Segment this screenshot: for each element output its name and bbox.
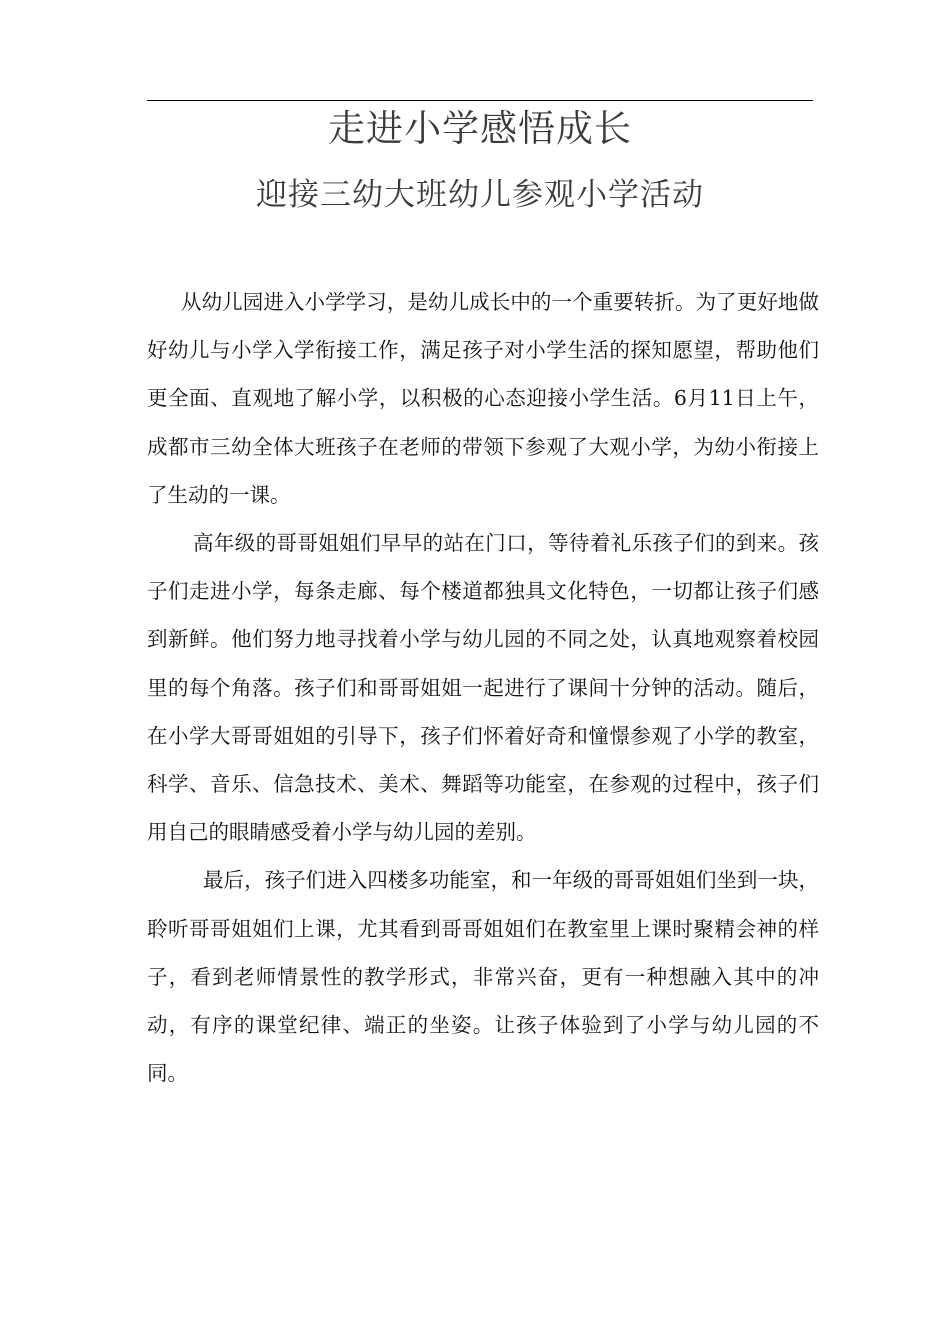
paragraph-2: 高年级的哥哥姐姐们早早的站在门口，等待着礼乐孩子们的到来。孩子们走进小学，每条走廊、每个楼道都独具文化特色，一切都让孩子们感到新鲜。他们努力地寻找着小学与幼儿园的不同之处，认真地观察着校园里的每个角落。孩子们和哥哥姐姐一起进行了课间十分钟的活动。随后，在小学大哥哥姐姐的引导下，孩子们怀着好奇和憧憬参观了小学的教室，科学、音乐、信急技术、美术、舞蹈等功能室，在参观的过程中，孩子们用自己的眼睛感受着小学与幼儿园的差别。	[147, 531, 819, 845]
paragraph-1: 从幼儿园进入小学学习，是幼儿成长中的一个重要转折。为了更好地做好幼儿与小学入学衔接工作，满足孩子对小学生活的探知愿望，帮助他们更全面、直观地了解小学，以积极的心态迎接小学生活。6月11日上午，成都市三幼全体大班孩子在老师的带领下参观了大观小学，为幼小衔接上了生动的一课。	[147, 290, 819, 507]
document-subtitle: 迎接三幼大班幼儿参观小学活动	[256, 177, 704, 213]
document-body	[147, 278, 819, 1097]
header-rule	[147, 100, 813, 101]
paragraph-3: 最后，孩子们进入四楼多功能室，和一年级的哥哥姐姐们坐到一块，聆听哥哥姐姐们上课，尤其看到哥哥姐姐们在教室里上课时聚精会神的样子，看到老师情景性的教学形式，非常兴奋，更有一种想融入其中的冲动，有序的课堂纪律、端正的坐姿。让孩子体验到了小学与幼儿园的不同。	[147, 868, 819, 1086]
document-title: 走进小学感悟成长	[328, 107, 632, 150]
